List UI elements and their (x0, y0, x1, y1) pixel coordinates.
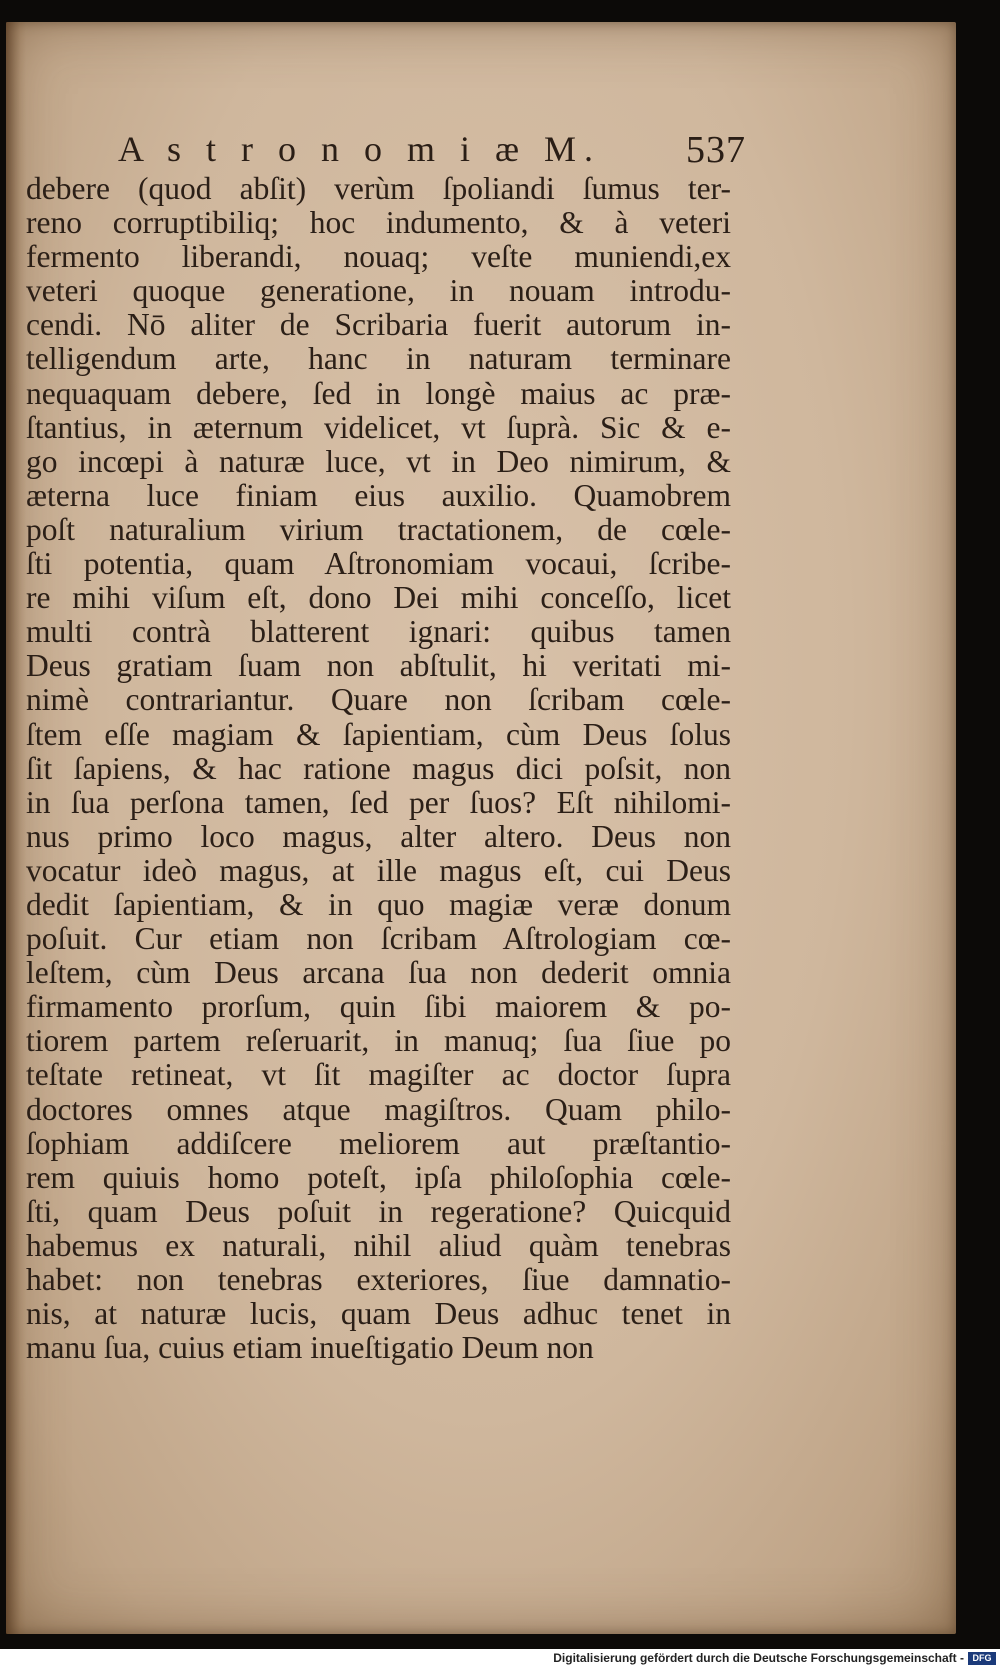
running-head (106, 126, 746, 176)
dfg-logo: DFG (968, 1652, 996, 1665)
text-line: nequaquam debere, ſed in longè maius ac præ- (26, 375, 731, 411)
running-head-title: A s t r o n o m i æ M. (118, 129, 602, 169)
footer-credit: Digitalisierung gefördert durch die Deutsche Forschungsgemeinschaft - (553, 1651, 964, 1665)
text-line: dedit ſapientiam, & in quo magiæ veræ donum (26, 886, 731, 922)
text-line: vocatur ideò magus, at ille magus eſt, cui Deus (26, 852, 731, 888)
text-line: poſt naturalium virium tractationem, de cœle- (26, 511, 731, 547)
text-line: rem quiuis homo poteſt, ipſa philoſophia cœle- (26, 1159, 731, 1195)
text-line: multi contrà blatterent ignari: quibus tamen (26, 614, 731, 650)
text-line: poſuit. Cur etiam non ſcribam Aſtrologiam cœ- (26, 921, 731, 957)
text-line: ſti potentia, quam Aſtronomiam vocaui, ſcribe- (26, 546, 731, 582)
text-line: tiorem partem reſeruarit, in manuq; ſua ſiue po (26, 1023, 731, 1059)
text-line: nis, at naturæ lucis, quam Deus adhuc tenet in (26, 1296, 731, 1332)
text-line: re mihi viſum eſt, dono Dei mihi conceſſo, licet (26, 580, 731, 616)
text-line: doctores omnes atque magiſtros. Quam philo- (26, 1091, 731, 1127)
book-page (6, 22, 956, 1634)
text-line: ſti, quam Deus poſuit in regeratione? Quicquid (26, 1193, 731, 1229)
text-line: æterna luce finiam eius auxilio. Quamobrem (26, 477, 731, 513)
text-line: nus primo loco magus, alter altero. Deus non (26, 818, 731, 854)
text-line: ſit ſapiens, & hac ratione magus dici poſsit, non (26, 750, 731, 786)
text-line: ſtem eſſe magiam & ſapientiam, cùm Deus ſolus (26, 716, 731, 752)
text-line: Deus gratiam ſuam non abſtulit, hi veritati mi- (26, 648, 731, 684)
text-line: leſtem, cùm Deus arcana ſua non dederit omnia (26, 955, 731, 991)
text-line: habemus ex naturali, nihil aliud quàm tenebras (26, 1227, 731, 1263)
text-line: telligendum arte, hanc in naturam terminare (26, 341, 731, 377)
page-number: 537 (686, 129, 746, 171)
text-line: debere (quod abſit) verùm ſpoliandi ſumus ter- (26, 171, 731, 206)
text-line: ſophiam addiſcere meliorem aut præſtantio- (26, 1125, 731, 1161)
text-line: fermento liberandi, nouaq; veſte muniendi,ex (26, 239, 731, 275)
text-line: cendi. Nō aliter de Scribaria fuerit autorum in- (26, 307, 731, 343)
text-line: manu ſua, cuius etiam inueſtigatio Deum non (26, 1330, 594, 1366)
body-text (26, 172, 731, 1365)
text-line: teſtate retineat, vt ſit magiſter ac doctor ſupra (26, 1057, 731, 1093)
text-line: go incœpi à naturæ luce, vt in Deo nimirum, & (26, 443, 731, 479)
footer-bar (0, 1649, 1000, 1669)
text-line: ſtantius, in æternum videlicet, vt ſuprà. Sic & e- (26, 409, 731, 445)
text-line: veteri quoque generatione, in nouam introdu- (26, 273, 731, 309)
text-line: nimè contrariantur. Quare non ſcribam cœle- (26, 682, 731, 718)
text-line: reno corruptibiliq; hoc indumento, & à veteri (26, 205, 731, 241)
page-gutter-shadow (6, 22, 26, 1634)
text-line: habet: non tenebras exteriores, ſiue damnatio- (26, 1262, 731, 1297)
text-line: in ſua perſona tamen, ſed per ſuos? Eſt nihilomi- (26, 784, 731, 820)
text-line: firmamento prorſum, quin ſibi maiorem & po- (26, 989, 731, 1025)
